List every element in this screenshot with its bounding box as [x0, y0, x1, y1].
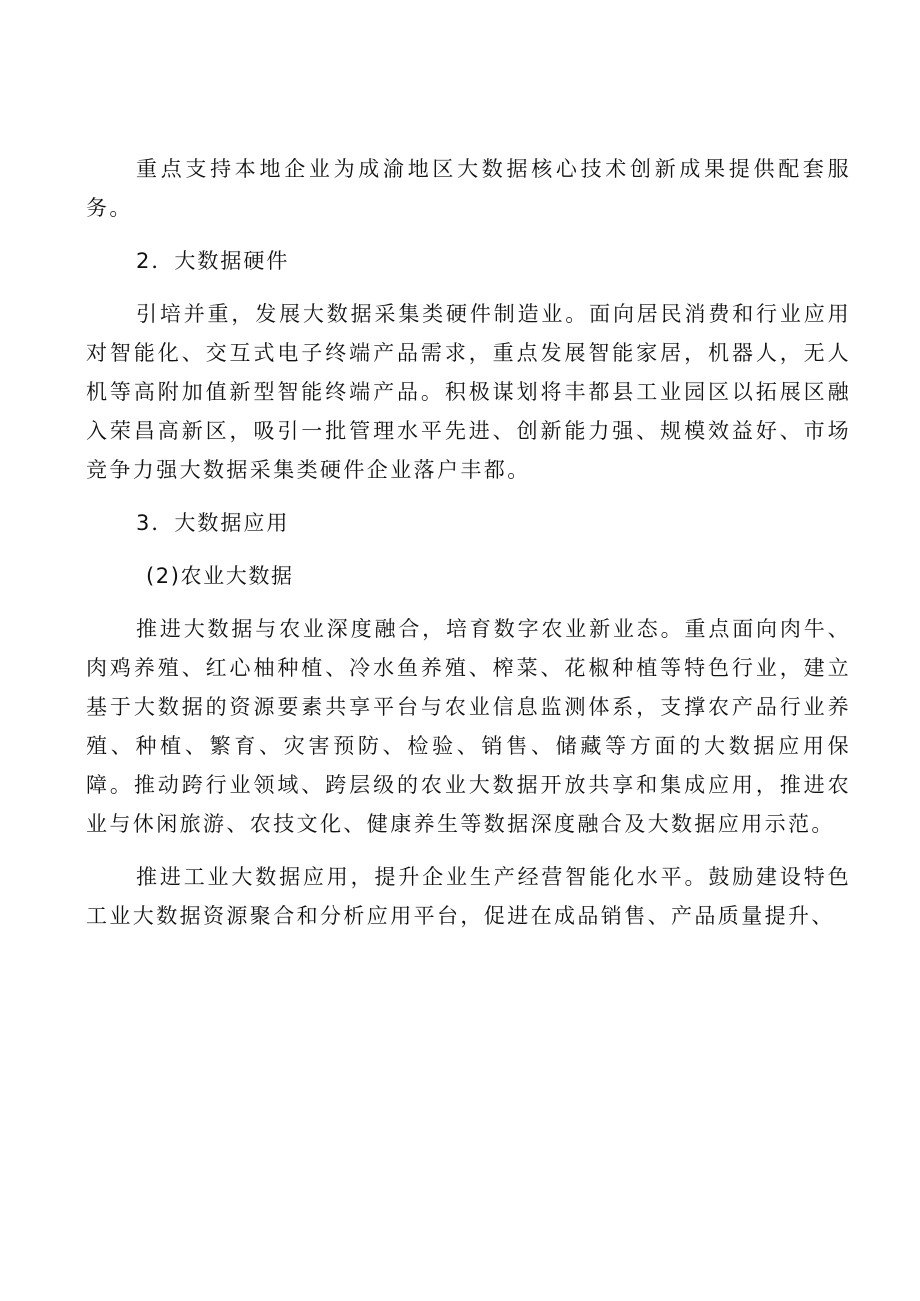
section-heading-hardware: 2．大数据硬件: [136, 249, 290, 273]
paragraph-hardware: 引培并重，发展大数据采集类硬件制造业。面向居民消费和行业应用对智能化、交互式电子终端产品需求，重点发展智能家居，机器人，无人机等高附加值新型智能终端产品。积极谋划将丰都县工业园区以拓展区融入荣昌高新区，吸引一批管理水平先进、创新能力强、规模效益好、市场竞争力强大数据采集类硬件企业落户丰都。: [86, 302, 851, 482]
document-body: [86, 150, 851, 950]
paragraph-industry: 推进工业大数据应用，提升企业生产经营智能化水平。鼓励建设特色工业大数据资源聚合和分析应用平台，促进在成品销售、产品质量提升、: [86, 865, 851, 928]
paragraph-agriculture: 推进大数据与农业深度融合，培育数字农业新业态。重点面向肉牛、肉鸡养殖、红心柚种植、冷水鱼养殖、榨菜、花椒种植等特色行业，建立基于大数据的资源要素共享平台与农业信息监测体系，支撑农产品行业养殖、种植、繁育、灾害预防、检验、销售、储藏等方面的大数据应用保障。推动跨行业领域、跨层级的农业大数据开放共享和集成应用，推进农业与休闲旅游、农技文化、健康养生等数据深度融合及大数据应用示范。: [86, 617, 851, 836]
paragraph-intro-tail: 重点支持本地企业为成渝地区大数据核心技术创新成果提供配套服务。: [86, 157, 851, 220]
subsection-heading-agriculture: (2)农业大数据: [146, 564, 294, 588]
section-heading-application: 3．大数据应用: [136, 511, 290, 535]
